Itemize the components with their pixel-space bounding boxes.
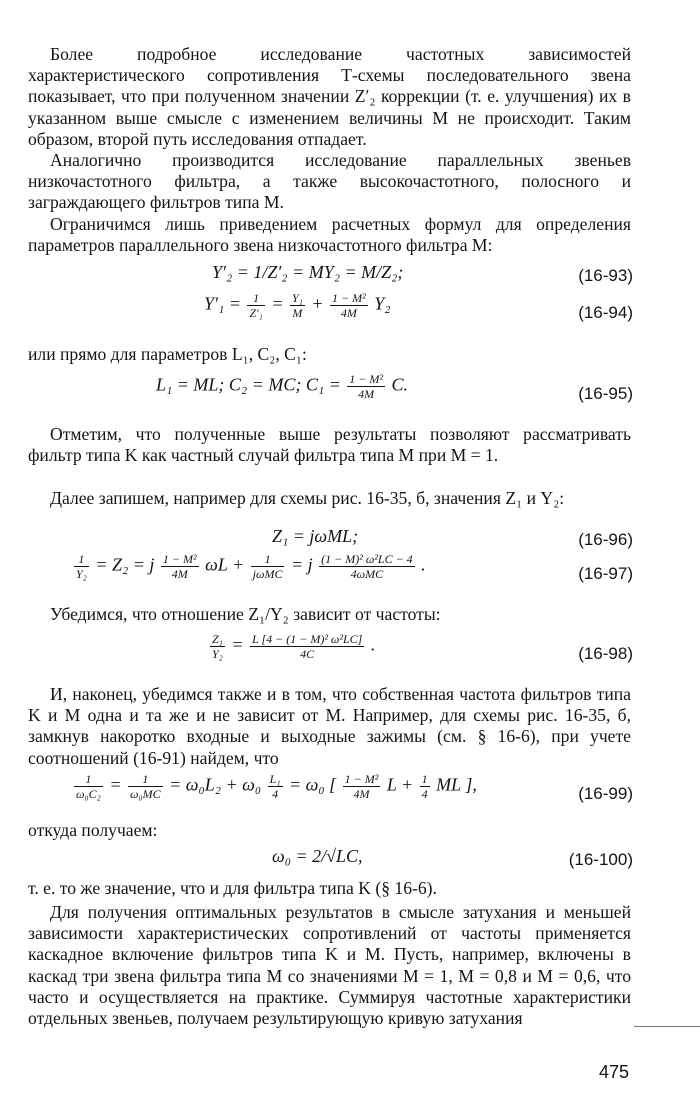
equation-16-99: $\frac{1}{\text{ω₀C₂}}$ = $\frac{1}{\text{ω₀MC}}$ = ω₀L₂ + ω₀ $\frac{\text{L₁}}{4}$ = ω₀ [ $\frac{\text{1 − M²}}{4M}$ L + $\frac{1}{4}$ ML ], (16-99) [76,772,633,803]
equation-16-96: Z₁ = jωML; (16-96) [272,526,633,549]
paragraph-6: Далее запишем, например для схемы рис. 16-35, б, значения Z₁ и Y₂: [50,488,565,508]
paragraph-11: Для получения оптимальных результатов в смысле затухания и меньшей зависимости характеристических сопротивлений от частоты применяется каскадное включение фильтров типа K и M. Пусть, например, включены в каскад три звена фильтра типа M со значениями M = 1, M = 0,8 и M = 0,6, что часто и осуществляется на практике. Суммируя частотные характеристики отдельных звеньев, получаем результирующую кривую затухания [28,902,631,1029]
paragraph-3: Ограничимся лишь приведением расчетных формул для определения параметров параллельного звена низкочастотного фильтра M: [28,214,631,256]
equation-16-100: ω₀ = 2/√LC, (16-100) [272,846,633,869]
equation-16-98: $\frac{\text{Z₁}}{\text{Y₂}}$ = $\frac{\text{L [4 − (1 − M)² ω²LC]}}{4C}$ . (16-98) [212,632,633,663]
page-number: 475 [599,1062,630,1082]
paragraph-4: или прямо для параметров L₁, C₂, C₁: [28,344,307,364]
paragraph-5: Отметим, что полученные выше результаты позволяют рассматривать фильтр типа K как частный случай фильтра типа M при M = 1. [28,424,631,466]
equation-16-97: $\frac{1}{\text{Y₂}}$ = Z₂ = j $\frac{\text{1 − M²}}{4M}$ ωL + $\frac{1}{\text{jωMC}}$ = j $\frac{\text{(1 − M)² ω²LC − 4}}{\text{4ωMC}}$ . (16-97) [76,552,633,583]
paragraph-1: Более подробное исследование частотных зависимостей характеристического сопротивления Т-схемы последовательного звена показывает, что при полученном значении Z′₂ коррекции (т. е. улучшения) их в указанном выше смысле с изменением величины M не происходит. Таким образом, второй путь исследования отпадает. [28,44,631,149]
paragraph-7: Убедимся, что отношение Z₁/Y₂ зависит от частоты: [50,604,441,624]
paragraph-2: Аналогично производится исследование параллельных звеньев низкочастотного фильтра, а также высокочастотного, полосного и заграждающего фильтров типа M. [28,150,631,213]
equation-16-95: L₁ = ML; C₂ = MC; C₁ = $\frac{\text{1 − M²}}{4M}$ C. (16-95) [156,372,633,403]
paragraph-10: т. е. то же значение, что и для фильтра типа K (§ 16-6). [28,878,437,898]
equation-16-93: Y′₂ = 1/Z′₂ = MY₂ = M/Z₂; (16-93) [212,262,633,285]
paragraph-8: И, наконец, убедимся также и в том, что собственная частота фильтров типа K и M одна и та же и не зависит от M. Например, для схемы рис. 16-35, б, замкнув накоротко входные и выходные зажимы (см. § 16-6), при учете соотношений (16-91) найдем, что [28,684,631,768]
equation-16-94: Y′₁ = $\frac{1}{\text{Z′₁}}$ = $\frac{\text{Y₁}}{M}$ + $\frac{\text{1 − M²}}{4M}$ Y₂ (16-94) [204,291,633,322]
paragraph-9: откуда получаем: [28,820,158,840]
page-edge-rule [634,1026,700,1027]
